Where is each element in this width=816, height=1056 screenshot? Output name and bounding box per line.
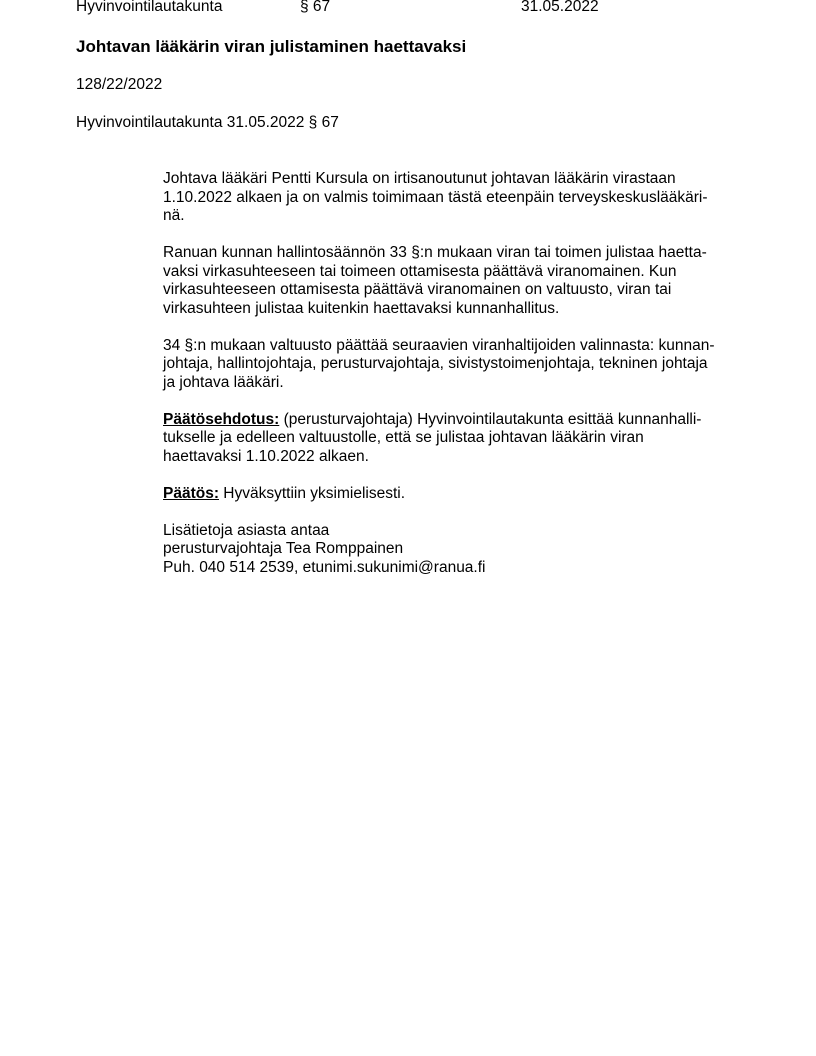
header-body-name: Hyvinvointilautakunta <box>76 0 223 15</box>
text-line: Ranuan kunnan hallintosäännön 33 §:n mukaan viran tai toimen julistaa haetta- <box>163 244 707 261</box>
text-line: nä. <box>163 207 185 224</box>
paragraph-resignation <box>163 170 743 226</box>
text-line: tukselle ja edelleen valtuustolle, että se julistaa johtavan lääkärin viran <box>163 429 644 446</box>
document-title: Johtavan lääkärin viran julistaminen haettavaksi <box>76 37 467 56</box>
text-line <box>163 485 743 504</box>
decision-label: Päätös: <box>163 484 219 502</box>
text-line: haettavaksi 1.10.2022 alkaen. <box>163 447 369 465</box>
text-line: vaksi virkasuhteeseen tai toimeen ottamisesta päättävä viranomainen. Kun <box>163 262 677 280</box>
text-line: ja johtava lääkäri. <box>163 373 284 391</box>
decision <box>163 485 743 504</box>
text-line: virkasuhteen julistaa kuitenkin haettavaksi kunnanhallitus. <box>163 299 560 317</box>
document-header <box>76 0 776 18</box>
text-line: Johtava lääkäri Pentti Kursula on irtisanoutunut johtavan lääkärin virastaan <box>163 170 676 187</box>
decision-text: Hyväksyttiin yksimielisesti. <box>219 484 406 502</box>
text-line: Lisätietoja asiasta antaa <box>163 521 330 539</box>
header-section-number: § 67 <box>300 0 331 15</box>
header-date: 31.05.2022 <box>521 0 599 15</box>
decision-proposal <box>163 411 743 467</box>
contact-phone-email: Puh. 040 514 2539, etunimi.sukunimi@ranua.fi <box>163 558 486 576</box>
meeting-reference: Hyvinvointilautakunta 31.05.2022 § 67 <box>76 114 339 131</box>
text-line: 1.10.2022 alkaen ja on valmis toimimaan tästä eteenpäin terveyskeskuslääkäri- <box>163 188 708 206</box>
text-line: virkasuhteeseen ottamisesta päättävä viranomainen on valtuusto, viran tai <box>163 281 672 298</box>
text-line: johtaja, hallintojohtaja, perusturvajohtaja, sivistystoimenjohtaja, tekninen johtaja <box>163 355 708 372</box>
text-line <box>163 411 743 430</box>
case-number: 128/22/2022 <box>76 76 163 93</box>
proposal-label: Päätösehdotus: <box>163 410 280 428</box>
text-line: perusturvajohtaja Tea Romppainen <box>163 540 404 557</box>
text-line: 34 §:n mukaan valtuusto päättää seuraavien viranhaltijoiden valinnasta: kunnan- <box>163 336 715 354</box>
paragraph-council-decision <box>163 337 743 393</box>
contact-info <box>163 522 743 578</box>
paragraph-administrative-rule <box>163 244 743 318</box>
document-body <box>163 170 743 596</box>
proposal-text: (perusturvajohtaja) Hyvinvointilautakunta esittää kunnanhalli- <box>279 410 702 428</box>
